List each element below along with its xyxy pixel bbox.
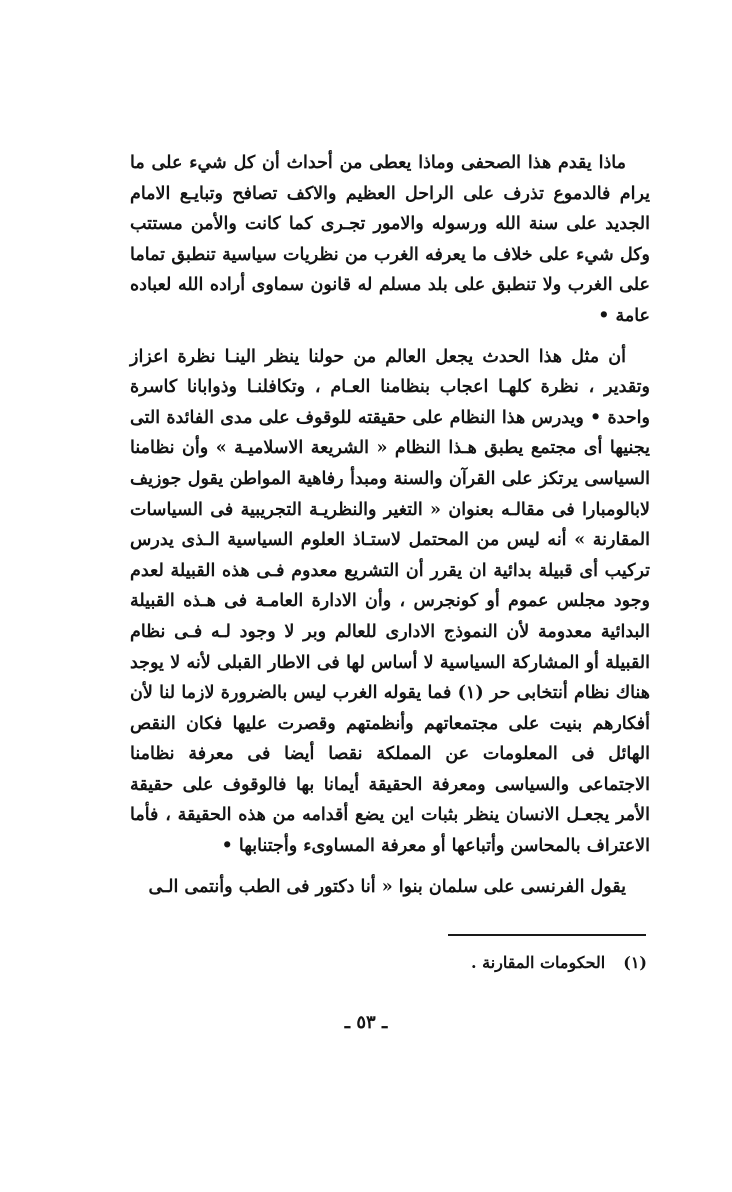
page-number: ـ ٥٣ ـ — [344, 1012, 388, 1033]
paragraph-1: ماذا يقدم هذا الصحفى وماذا يعطى من أحداث أن كل شيء على ما يرام فالدموع تذرف على الراحل العظيم والاكف تصافح وتبايـع الامام الجديد على سنة الله ورسوله والامور تجـرى كما كانت والأمن مستتب وكل شيء على خلاف ما يعرفه الغرب من نظريات سياسية تنطبق تماما على الغرب ولا تنطبق على بلد مسلم له قانون سماوى أراده الله لعباده عامة • — [130, 153, 650, 326]
paragraph-2: أن مثل هذا الحدث يجعل العالم من حولنا ينظر الينـا نظرة اعزاز وتقدير ، نظرة كلهـا اعجاب بنظامنا العـام ، وتكافلنـا وذوابانا كاسرة واحدة • ويدرس هذا النظام على حقيقته للوقوف على مدى الفائدة التى يجنيها أى مجتمع يطبق هـذا النظام « الشريعة الاسلاميـة » وأن نظامنا السياسى يرتكز على القرآن والسنة ومبدأ رفاهية المواطن يقول جوزيف لابالومبارا فى مقالـه بعنوان « التغير والنظريـة التجريبية فى السياسات المقارنة » أنه ليس من المحتمل لاستـاذ العلوم السياسية الـذى يدرس تركيب أى قبيلة بدائية ان يقرر أن التشريع معدوم فـى هذه القبيلة لعدم وجود مجلس عموم أو كونجرس ، وأن الادارة العامـة فى هـذه القبيلة البدائية معدومة لأن النموذج الادارى للعالم وبر لا وجود لـه فـى نظام القبيلة أو المشاركة السياسية لا أساس لها فى الاطار القبلى لأنه لا يوجد هناك نظام أنتخابى حر (١) فما يقوله الغرب ليس بالضرورة لازما لنا لأن أفكارهم بنيت على مجتمعاتهم وأنظمتهم وقصرت عليها فكان النقص الهائل فى المعلومات عن المملكة نقصا أيضا فى معرفة نظامنا الاجتماعى والسياسى ومعرفة الحقيقة أيمانا بها فالوقوف على حقيقة الأمر يجعـل الانسان ينظر بثبات اين يضع أقدامه من هذه الحقيقة ، فأما الاعتراف بالمحاسن وأتباعها أو معرفة المساوىء وأجتنابها • — [130, 346, 650, 857]
footnote-text: الحكومات المقارنة . — [470, 953, 606, 972]
paragraph-3: يقول الفرنسى على سلمان بنوا « أنا دكتور فى الطب وأنتمى الـى — [148, 876, 626, 897]
footnote-divider — [448, 934, 646, 936]
footnote — [300, 950, 647, 976]
footnote-marker: (١) — [623, 953, 647, 972]
body-text — [130, 148, 650, 902]
